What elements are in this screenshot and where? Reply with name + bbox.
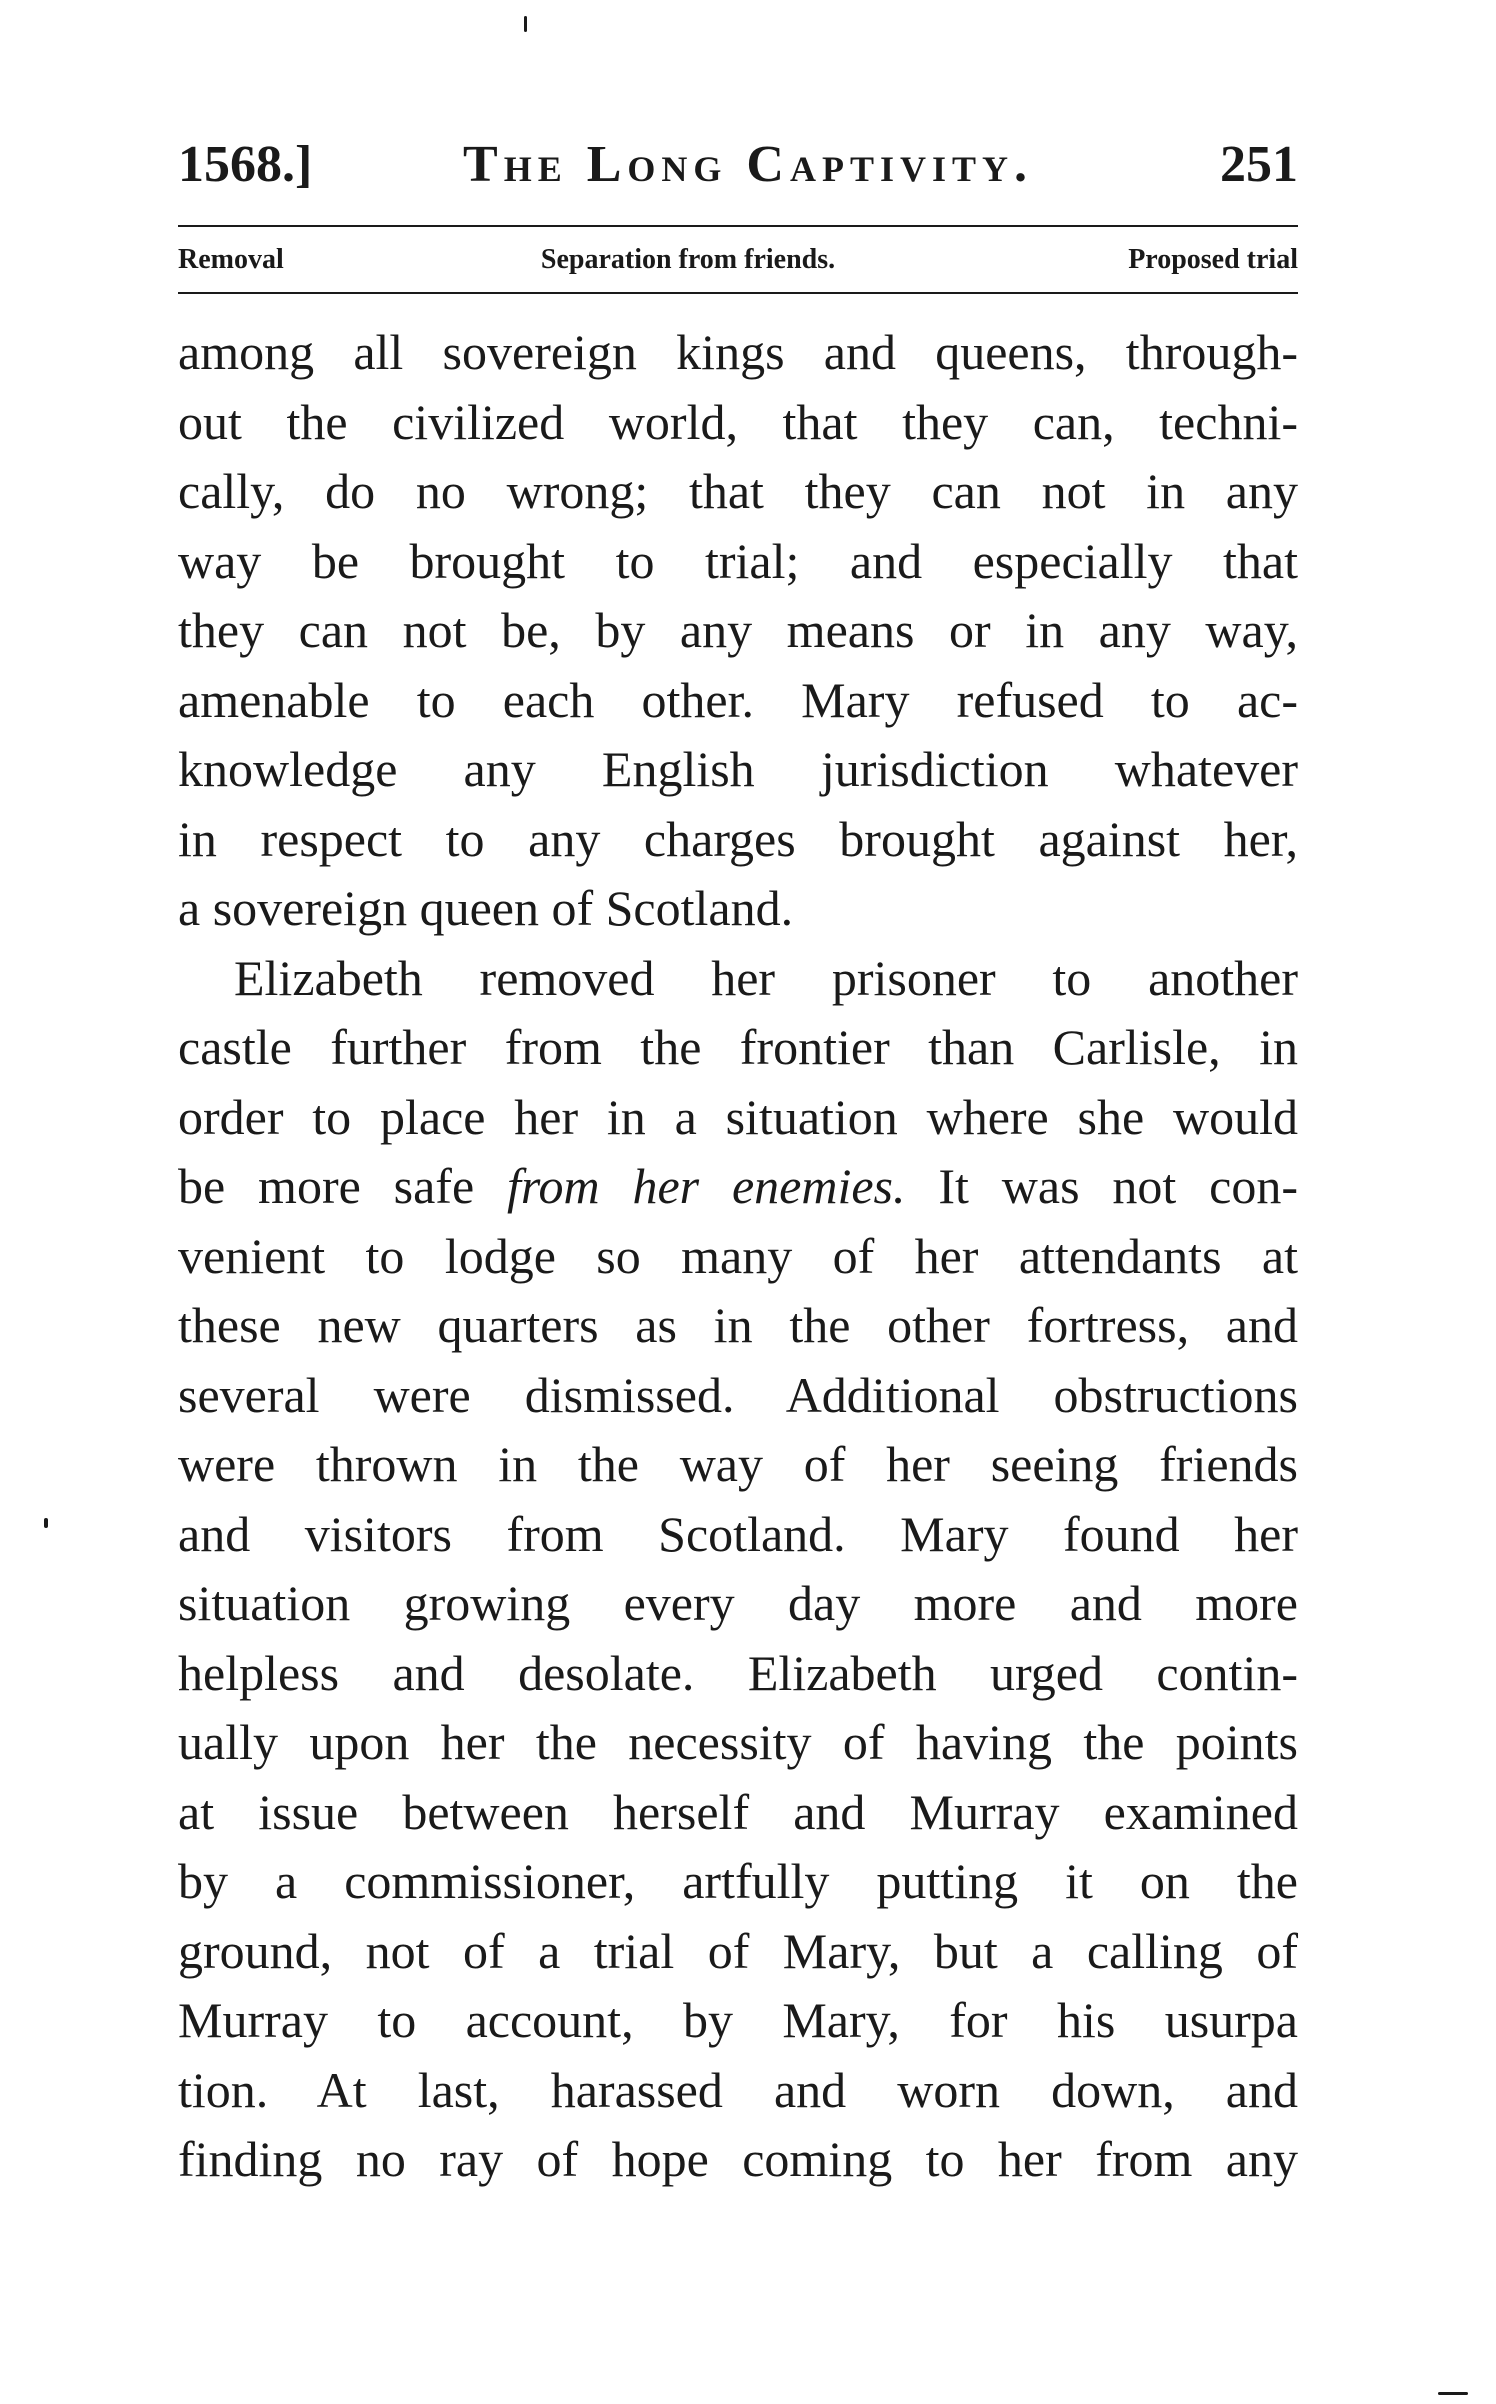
text-line: at issue between herself and Murray examined xyxy=(178,1783,1298,1840)
text-line: finding no ray of hope coming to her from any xyxy=(178,2131,1298,2187)
text-line: helpless and desolate. Elizabeth urged contin- xyxy=(178,1644,1298,1701)
topic-right: Proposed trial xyxy=(1128,244,1298,275)
chapter-year: 1568.] xyxy=(178,136,313,193)
text-line: Elizabeth removed her prisoner to another xyxy=(234,949,1298,1006)
header-rule-bottom xyxy=(178,292,1298,294)
text-line: these new quarters as in the other fortress, and xyxy=(178,1297,1298,1353)
ink-speck xyxy=(524,16,527,32)
body-text xyxy=(178,318,1298,2195)
text-line: they can not be, by any means or in any way, xyxy=(178,602,1298,658)
text-line: by a commissioner, artfully putting it on the xyxy=(178,1853,1298,1909)
text-line: venient to lodge so many of her attendants at xyxy=(178,1227,1298,1284)
text-line-with-italic xyxy=(178,1152,1298,1222)
marginal-topics xyxy=(178,238,1298,282)
text-line: situation growing every day more and more xyxy=(178,1575,1298,1631)
text-line: among all sovereign kings and queens, through- xyxy=(178,324,1298,380)
text-line: ground, not of a trial of Mary, but a calling of xyxy=(178,1922,1298,1979)
chapter-title: The Long Captivity. xyxy=(463,136,1033,193)
text-line: several were dismissed. Additional obstructions xyxy=(178,1366,1298,1423)
text-line: ually upon her the necessity of having the points xyxy=(178,1714,1298,1770)
ink-speck xyxy=(44,1518,48,1528)
text-line: a sovereign queen of Scotland. xyxy=(178,880,794,936)
running-head xyxy=(178,130,1298,200)
topic-center: Separation from friends. xyxy=(540,244,836,275)
text-line: Murray to account, by Mary, for his usurpa xyxy=(178,1992,1298,2048)
text-line: in respect to any charges brought against her, xyxy=(178,810,1298,867)
line-text-before-italic: be more safe xyxy=(178,1158,507,1214)
italic-phrase: from her enemies. xyxy=(507,1158,906,1214)
text-line: were thrown in the way of her seeing friends xyxy=(178,1436,1298,1492)
text-line: out the civilized world, that they can, techni- xyxy=(178,393,1298,450)
text-line: tion. At last, harassed and worn down, and xyxy=(178,2061,1298,2118)
line-text-after-italic: It was not con- xyxy=(905,1158,1298,1214)
page-number: 251 xyxy=(1220,136,1298,193)
text-line: cally, do no wrong; that they can not in any xyxy=(178,463,1298,519)
text-line: castle further from the frontier than Carlisle, in xyxy=(178,1019,1298,1075)
topic-left: Removal xyxy=(178,244,284,275)
text-line: way be brought to trial; and especially that xyxy=(178,532,1298,589)
text-line: and visitors from Scotland. Mary found her xyxy=(178,1505,1298,1562)
text-line: knowledge any English jurisdiction whatever xyxy=(178,741,1298,797)
text-line: order to place her in a situation where she would xyxy=(178,1088,1298,1145)
header-rule-top xyxy=(178,225,1298,227)
ink-speck xyxy=(1438,2392,1468,2395)
text-line: amenable to each other. Mary refused to ac- xyxy=(178,671,1298,728)
